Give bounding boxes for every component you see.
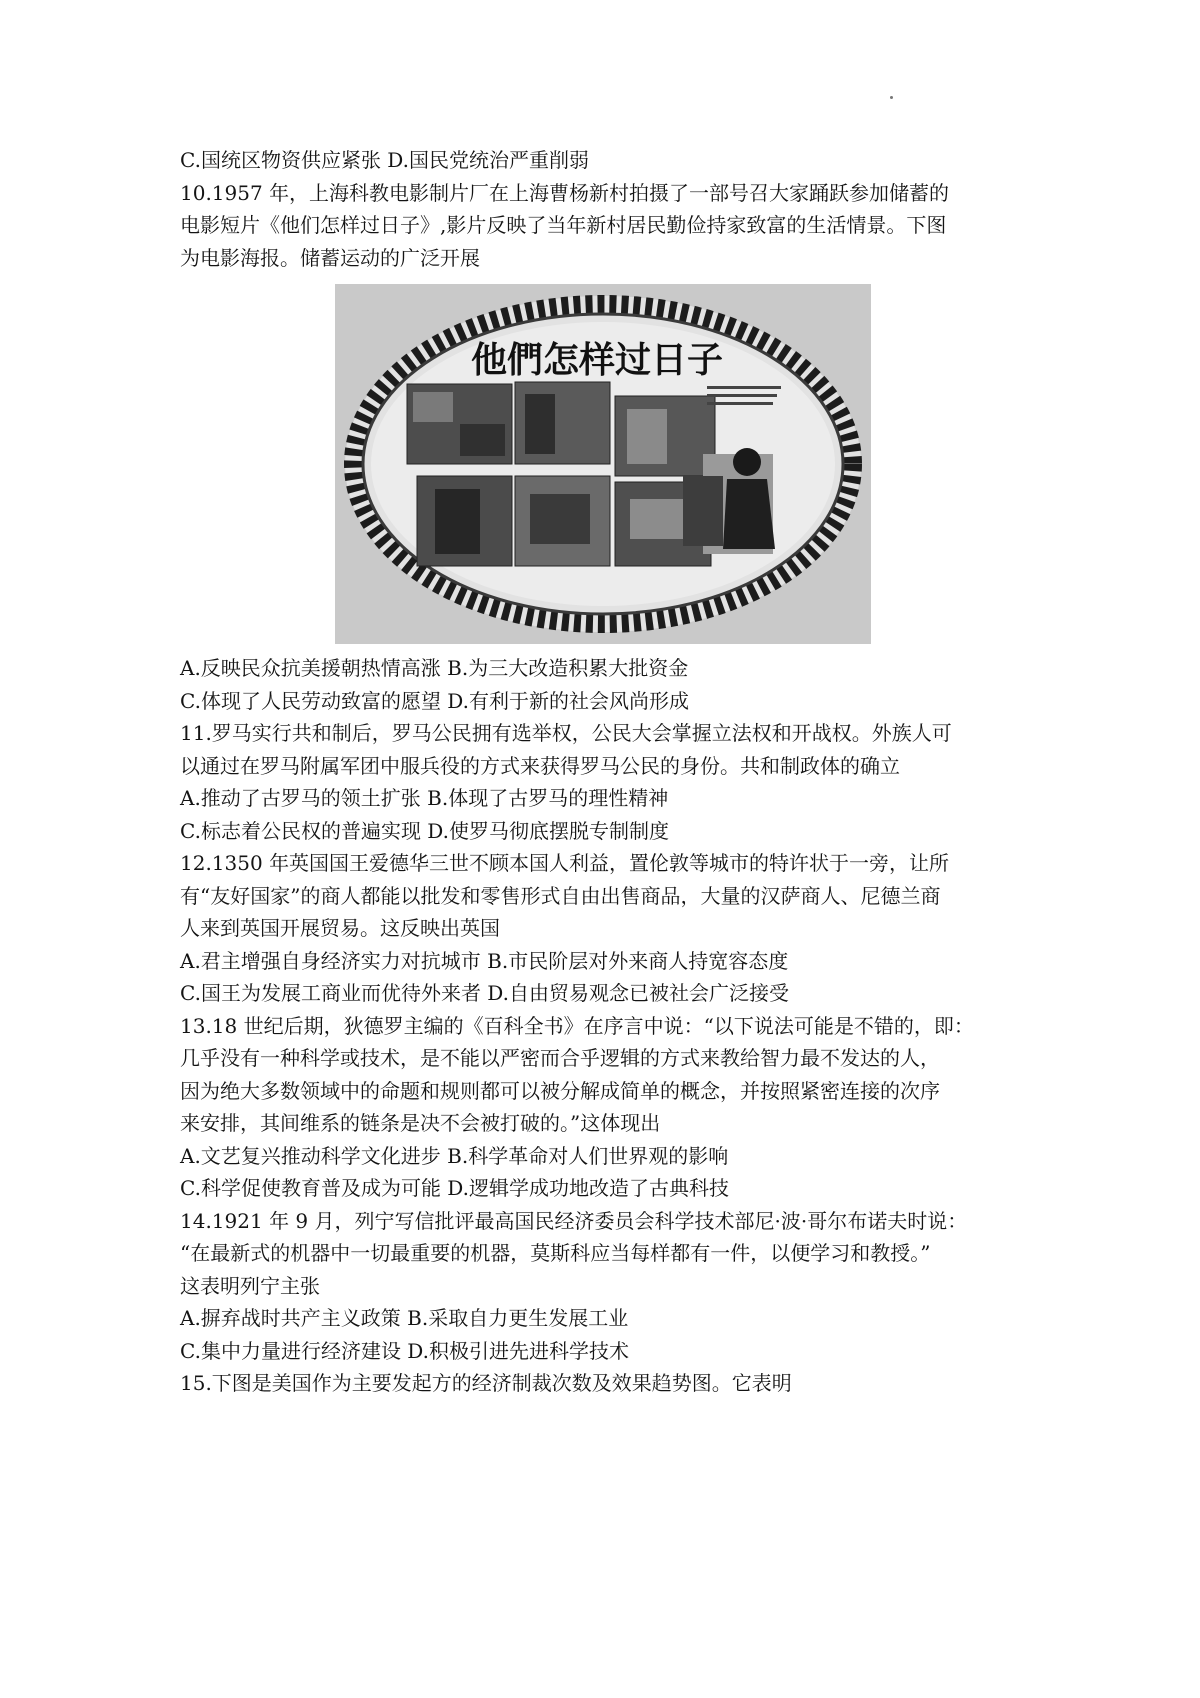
q12-option-line: C.国王为发展工商业而优待外来者 D.自由贸易观念已被社会广泛接受: [180, 981, 789, 1005]
movie-poster: [335, 284, 871, 644]
q13-stem-line: 几乎没有一种科学或技术，是不能以严密而合乎逻辑的方式来教给智力最不发达的人，: [180, 1046, 940, 1070]
q11-stem-line: 以通过在罗马附属军团中服兵役的方式来获得罗马公民的身份。共和制政体的确立: [180, 753, 900, 778]
q14-stem-line: 这表明列宁主张: [180, 1273, 320, 1298]
q10-option-line: A.反映民众抗美援朝热情高涨 B.为三大改造积累大批资金: [180, 656, 689, 680]
q10-option-line: C.体现了人民劳动致富的愿望 D.有利于新的社会风尚形成: [180, 688, 689, 713]
q11-option-line: A.推动了古罗马的领土扩张 B.体现了古罗马的理性精神: [180, 786, 669, 810]
question-11: [180, 717, 1030, 847]
q14-option-line: A.摒弃战时共产主义政策 B.采取自力更生发展工业: [180, 1306, 629, 1330]
q14-stem-line: “在最新式的机器中一切最重要的机器，莫斯科应当每样都有一件，以便学习和教授。”: [180, 1241, 931, 1265]
q13-stem-line: 来安排，其间维系的链条是决不会被打破的。”这体现出: [180, 1111, 661, 1135]
q13-stem-line: 因为绝大多数领域中的命题和规则都可以被分解成简单的概念，并按照紧密连接的次序: [180, 1078, 940, 1103]
q10-stem-line: 电影短片《他们怎样过日子》,影片反映了当年新村居民勤俭持家致富的生活情景。下图: [180, 213, 947, 237]
question-10: [180, 177, 1030, 718]
movie-poster-image: [335, 284, 871, 644]
question-13: [180, 1010, 1030, 1205]
scan-speck: [890, 96, 893, 99]
exam-content: [180, 144, 1030, 1400]
q10-stem-line: 为电影海报。储蓄运动的广泛开展: [180, 245, 480, 270]
q10-stem-line: 10.1957 年，上海科教电影制片厂在上海曹杨新村拍摄了一部号召大家踊跃参加储蓄的: [180, 180, 950, 205]
q12-option-line: A.君主增强自身经济实力对抗城市 B.市民阶层对外来商人持宽容态度: [180, 948, 789, 973]
q14-stem-line: 14.1921 年 9 月，列宁写信批评最高国民经济委员会科学技术部尼·波·哥尔布诺夫时说：: [180, 1208, 968, 1233]
question-14: [180, 1205, 1030, 1368]
question-12: [180, 847, 1030, 1010]
q11-option-line: C.标志着公民权的普遍实现 D.使罗马彻底摆脱专制制度: [180, 818, 669, 843]
q13-option-line: A.文艺复兴推动科学文化进步 B.科学革命对人们世界观的影响: [180, 1143, 729, 1168]
question-15: [180, 1367, 1030, 1400]
q12-stem-line: 有“友好国家”的商人都能以批发和零售形式自由出售商品，大量的汉萨商人、尼德兰商: [180, 883, 941, 908]
q15-stem-line: 15.下图是美国作为主要发起方的经济制裁次数及效果趋势图。它表明: [180, 1371, 792, 1395]
q12-stem-line: 人来到英国开展贸易。这反映出英国: [180, 916, 500, 940]
q9-options-tail: C.国统区物资供应紧张 D.国民党统治严重削弱: [180, 148, 589, 172]
q12-stem-line: 12.1350 年英国国王爱德华三世不顾本国人利益，置伦敦等城市的特许状于一旁，让所: [180, 851, 950, 875]
poster-caption-lines: [707, 386, 781, 405]
q11-stem-line: 11.罗马实行共和制后，罗马公民拥有选举权，公民大会掌握立法权和开战权。外族人可: [180, 721, 952, 745]
q13-stem-line: 13.18 世纪后期，狄德罗主编的《百科全书》在序言中说：“以下说法可能是不错的，即：: [180, 1013, 974, 1038]
q13-option-line: C.科学促使教育普及成为可能 D.逻辑学成功地改造了古典科技: [180, 1176, 729, 1200]
poster-title: 他們怎样过日子: [470, 340, 724, 381]
q14-option-line: C.集中力量进行经济建设 D.积极引进先进科学技术: [180, 1338, 629, 1363]
